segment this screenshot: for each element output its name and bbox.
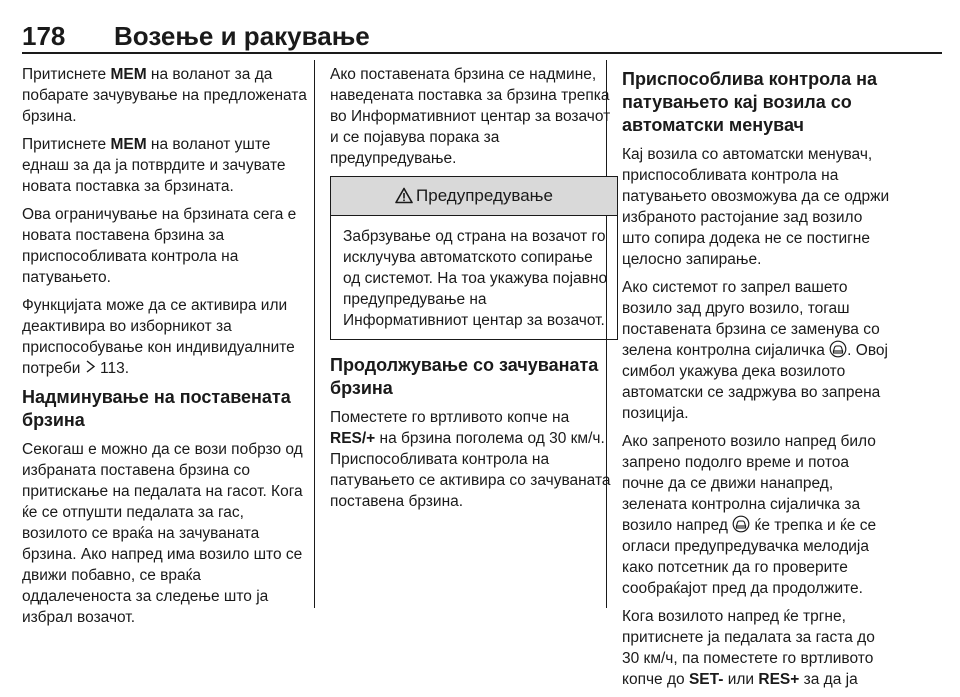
warning-header (331, 177, 617, 216)
paragraph: Притиснете MEM на воланот уште еднаш за да ја потврдите и зачувате новата поставка за брзината. (22, 136, 286, 195)
vehicle-ahead-icon (732, 515, 750, 533)
chapter-title: Возење и ракување (114, 21, 370, 51)
paragraph: Поместете го вртливото копче на RES/+ на брзина поголема од 30 км/ч. Приспособливата контрола на патувањето се активира со зачуваната поставена брзина. (330, 409, 611, 510)
column-1 (22, 64, 310, 635)
paragraph: Кај возила со автоматски менувач, приспособливата контрола на патувањето овозможува да се одржи избраното растојание зад возило што сопира додека не се постигне целосно запирање. (622, 146, 890, 268)
paragraph: Ако запреното возило напред било запрено подолго време и потоа почне да се движи нанапред, зелената контролна сијаличка за возило напред ќе трепка и ќе се огласи предупредувачка мелодија како потсетник да го проверите сообраќајот пред да продолжите. (622, 433, 877, 597)
column-divider (314, 60, 315, 608)
column-2 (330, 64, 618, 519)
warning-box (330, 176, 618, 340)
header-rule (22, 52, 942, 54)
warning-title: Предупредување (416, 186, 553, 205)
page-number: 178 (22, 21, 66, 51)
arrow-right-icon (85, 358, 96, 379)
page-header (22, 20, 942, 52)
section-heading: Надминување на поставената брзина (22, 387, 291, 430)
paragraph: Ова ограничување на брзината сега е новата поставена брзина за приспособливата контрола на патувањето. (22, 206, 297, 286)
vehicle-ahead-icon (829, 340, 847, 358)
page-reference[interactable]: 113. (100, 360, 130, 377)
paragraph: Ако системот го запрел вашето возило зад друго возило, тогаш поставената брзина се заменува со зелена контролна сијаличка . Овој симбол укажува дека возилото автоматски се задржува во запрена позиција. (622, 279, 888, 422)
paragraph: Кога возилото напред ќе тргне, притиснете ја педалата за гаста до 30 км/ч, па поместете го вртливото копче до SET- или RES+ за да ја (622, 608, 875, 688)
paragraph: Функцијата може да се активира или деактивира во изборникот за приспособување кон индивидуалните потреби 113. (22, 297, 295, 377)
section-heading: Приспособлива контрола на патувањето кај возила со автоматски менувач (622, 69, 877, 135)
column-3 (622, 64, 892, 697)
section-heading: Продолжување со зачуваната брзина (330, 355, 599, 398)
warning-text: Забрзување од страна на возачот го исклучува автоматското сопирање од системот. На тоа укажува појавно предупредување на Информативниот центар за возачот. (343, 228, 608, 329)
paragraph: Ако поставената брзина се надмине, наведената поставка за брзина трепка во Информативниот центар за возачот и се појавува порака за предупредување. (330, 66, 611, 167)
warning-triangle-icon (395, 186, 416, 205)
paragraph: Притиснете MEM на воланот за да побарате зачувување на предложената брзина. (22, 66, 307, 125)
paragraph: Секогаш е можно да се вози побрзо од избраната поставена брзина со притискање на педалата на гасот. Кога ќе се отпушти педалата за гас, возилото се враќа на зачуваната брзина. Ако напред има возило што се движи побавно, се враќа оддалеченоста за следење што ја избрал возачот. (22, 441, 303, 626)
